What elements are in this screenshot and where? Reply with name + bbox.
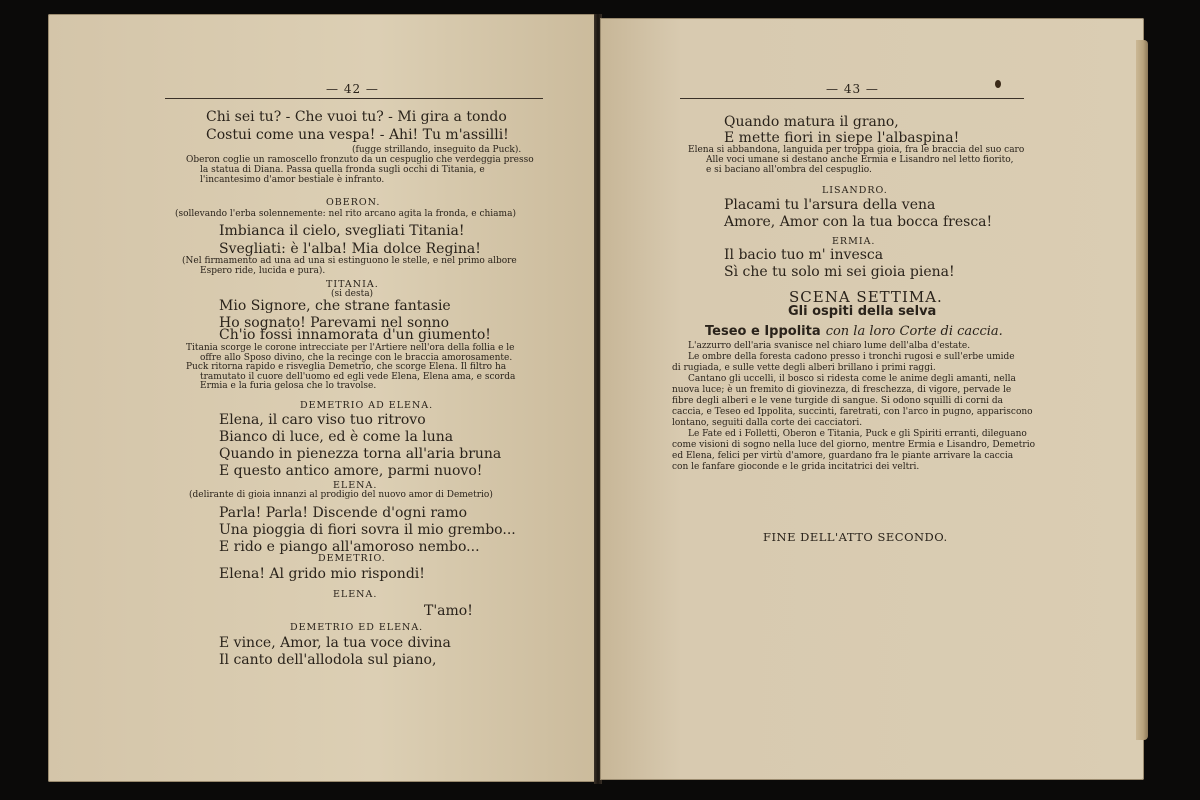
end-of-act-title: FINE DELL'ATTO SECONDO.: [763, 530, 948, 544]
verse-line: Il canto dell'allodola sul piano,: [219, 652, 437, 668]
verse-line: Il bacio tuo m' invesca: [724, 247, 884, 263]
stage-direction: ed Elena, felici per virtù d'amore, guardano fra le piante arrivare la caccia: [672, 451, 1014, 461]
stage-direction: Alle voci umane si destano anche Ermia e Lisandro nel letto fiorito,: [706, 155, 1014, 165]
speaker-name: DEMETRIO ED ELENA.: [290, 622, 424, 633]
stage-direction: Elena si abbandona, languida per troppa gioia, fra le braccia del suo caro: [688, 145, 1025, 155]
verse-line: Svegliati: è l'alba! Mia dolce Regina!: [219, 241, 481, 257]
verse-line: Elena, il caro viso tuo ritrovo: [219, 412, 426, 428]
scene-characters-court: con la loro Corte di caccia.: [825, 324, 1003, 339]
speaker-name: LISANDRO.: [822, 185, 888, 196]
verse-line: Costui come una vespa! - Ahi! Tu m'assilli!: [206, 127, 509, 143]
stage-direction: (sollevando l'erba solennemente: nel rito arcano agita la fronda, e chiama): [175, 209, 516, 219]
stage-direction: l'incantesimo d'amor bestiale è infranto.: [200, 175, 385, 185]
verse-line: Quando in pienezza torna all'aria bruna: [219, 446, 502, 462]
verse-line: Placami tu l'arsura della vena: [724, 197, 936, 213]
speaker-name: ELENA.: [333, 480, 378, 491]
speaker-name: OBERON.: [326, 197, 381, 208]
stage-direction: caccia, e Teseo ed Ippolita, succinti, faretrati, con l'arco in pugno, appariscono: [672, 407, 1033, 417]
stage-direction: (fugge strillando, inseguito da Puck).: [352, 145, 522, 155]
verse-line: Bianco di luce, ed è come la luna: [219, 429, 454, 445]
ink-stain: [995, 80, 1001, 88]
verse-line: T'amo!: [424, 603, 473, 619]
stage-direction: (delirante di gioia innanzi al prodigio del nuovo amor di Demetrio): [189, 490, 493, 500]
verse-line: Una pioggia di fiori sovra il mio grembo...: [219, 522, 516, 538]
verse-line: Sì che tu solo mi sei gioia piena!: [724, 264, 955, 280]
stage-direction: la statua di Diana. Passa quella fronda sugli occhi di Titania, e: [200, 165, 485, 175]
page-number-42: — 42 —: [326, 82, 379, 96]
stage-direction: come visioni di sogno nella luce del giorno, mentre Ermia e Lisandro, Demetrio: [672, 440, 1036, 450]
stage-direction: di rugiada, e sulle vette degli alberi brillano i primi raggi.: [672, 363, 936, 373]
stage-direction: (Nel firmamento ad una ad una si estinguono le stelle, e nel primo albore: [182, 256, 517, 266]
stage-direction: fibre degli alberi e le vene turgide di sangue. Si odono squilli di corni da: [672, 396, 1003, 406]
stage-direction: Titania scorge le corone intrecciate per l'Artiere nell'ora della follia e le: [186, 343, 515, 353]
verse-line: Chi sei tu? - Che vuoi tu? - Mi gira a tondo: [206, 109, 507, 125]
verse-line: E mette fiori in siepe l'albaspina!: [724, 130, 960, 146]
verse-line: Imbianca il cielo, svegliati Titania!: [219, 223, 465, 239]
scene-characters-names: Teseo e Ippolita: [705, 324, 821, 339]
verse-line: Elena! Al grido mio rispondi!: [219, 566, 425, 582]
stage-direction: Espero ride, lucida e pura).: [200, 266, 326, 276]
stage-direction: L'azzurro dell'aria svanisce nel chiaro lume dell'alba d'estate.: [688, 341, 971, 351]
verse-line: Quando matura il grano,: [724, 114, 899, 130]
scene-subtitle: Gli ospiti della selva: [788, 304, 937, 319]
speaker-name: TITANIA.: [326, 279, 379, 290]
speaker-name: ELENA.: [333, 589, 378, 600]
page-number-43: — 43 —: [826, 82, 879, 96]
stage-direction: Oberon coglie un ramoscello fronzuto da un cespuglio che verdeggia presso: [186, 155, 534, 165]
stage-direction: (si desta): [331, 289, 374, 299]
stage-direction: Le ombre della foresta cadono presso i tronchi rugosi e sull'erbe umide: [688, 352, 1015, 362]
stage-direction: lontano, seguiti dalla corte dei cacciatori.: [672, 418, 863, 428]
stage-direction: Cantano gli uccelli, il bosco si ridesta come le anime degli amanti, nella: [688, 374, 1016, 384]
stage-direction: Puck ritorna rapido e risveglia Demetrio, che scorge Elena. Il filtro ha: [186, 362, 507, 372]
stage-direction: offre allo Sposo divino, che la recinge con le braccia amorosamente.: [200, 353, 513, 363]
stage-direction: e si baciano all'ombra del cespuglio.: [706, 165, 872, 175]
speaker-name: DEMETRIO AD ELENA.: [300, 400, 434, 411]
verse-line: Amore, Amor con la tua bocca fresca!: [724, 214, 993, 230]
speaker-name: ERMIA.: [832, 236, 876, 247]
verse-line: Parla! Parla! Discende d'ogni ramo: [219, 505, 468, 521]
verse-line: E rido e piango all'amoroso nembo...: [219, 539, 480, 555]
scene-characters: [705, 320, 1003, 339]
header-rule: [680, 98, 1024, 99]
page-edges: [1136, 40, 1148, 740]
scene-heading: SCENA SETTIMA.: [789, 288, 943, 306]
verse-line: Mio Signore, che strane fantasie: [219, 298, 451, 314]
stage-direction: Ermia e la furia gelosa che lo travolse.: [200, 381, 377, 391]
stage-direction: tramutato il cuore dell'uomo ed egli vede Elena, Elena ama, e scorda: [200, 372, 516, 382]
header-rule: [165, 98, 543, 99]
stage-direction: con le fanfare gioconde e le grida incitatrici dei veltri.: [672, 462, 920, 472]
verse-line: Ho sognato! Parevami nel sonno: [219, 315, 450, 331]
verse-line: E questo antico amore, parmi nuovo!: [219, 463, 483, 479]
verse-line: E vince, Amor, la tua voce divina: [219, 635, 451, 651]
verse-line: Ch'io fossi innamorata d'un giumento!: [219, 327, 491, 343]
stage-direction: Le Fate ed i Folletti, Oberon e Titania, Puck e gli Spiriti erranti, dileguano: [688, 429, 1027, 439]
stage-direction: nuova luce; è un fremito di giovinezza, di freschezza, di vigore, pervade le: [672, 385, 1012, 395]
speaker-name: DEMETRIO.: [318, 553, 386, 564]
